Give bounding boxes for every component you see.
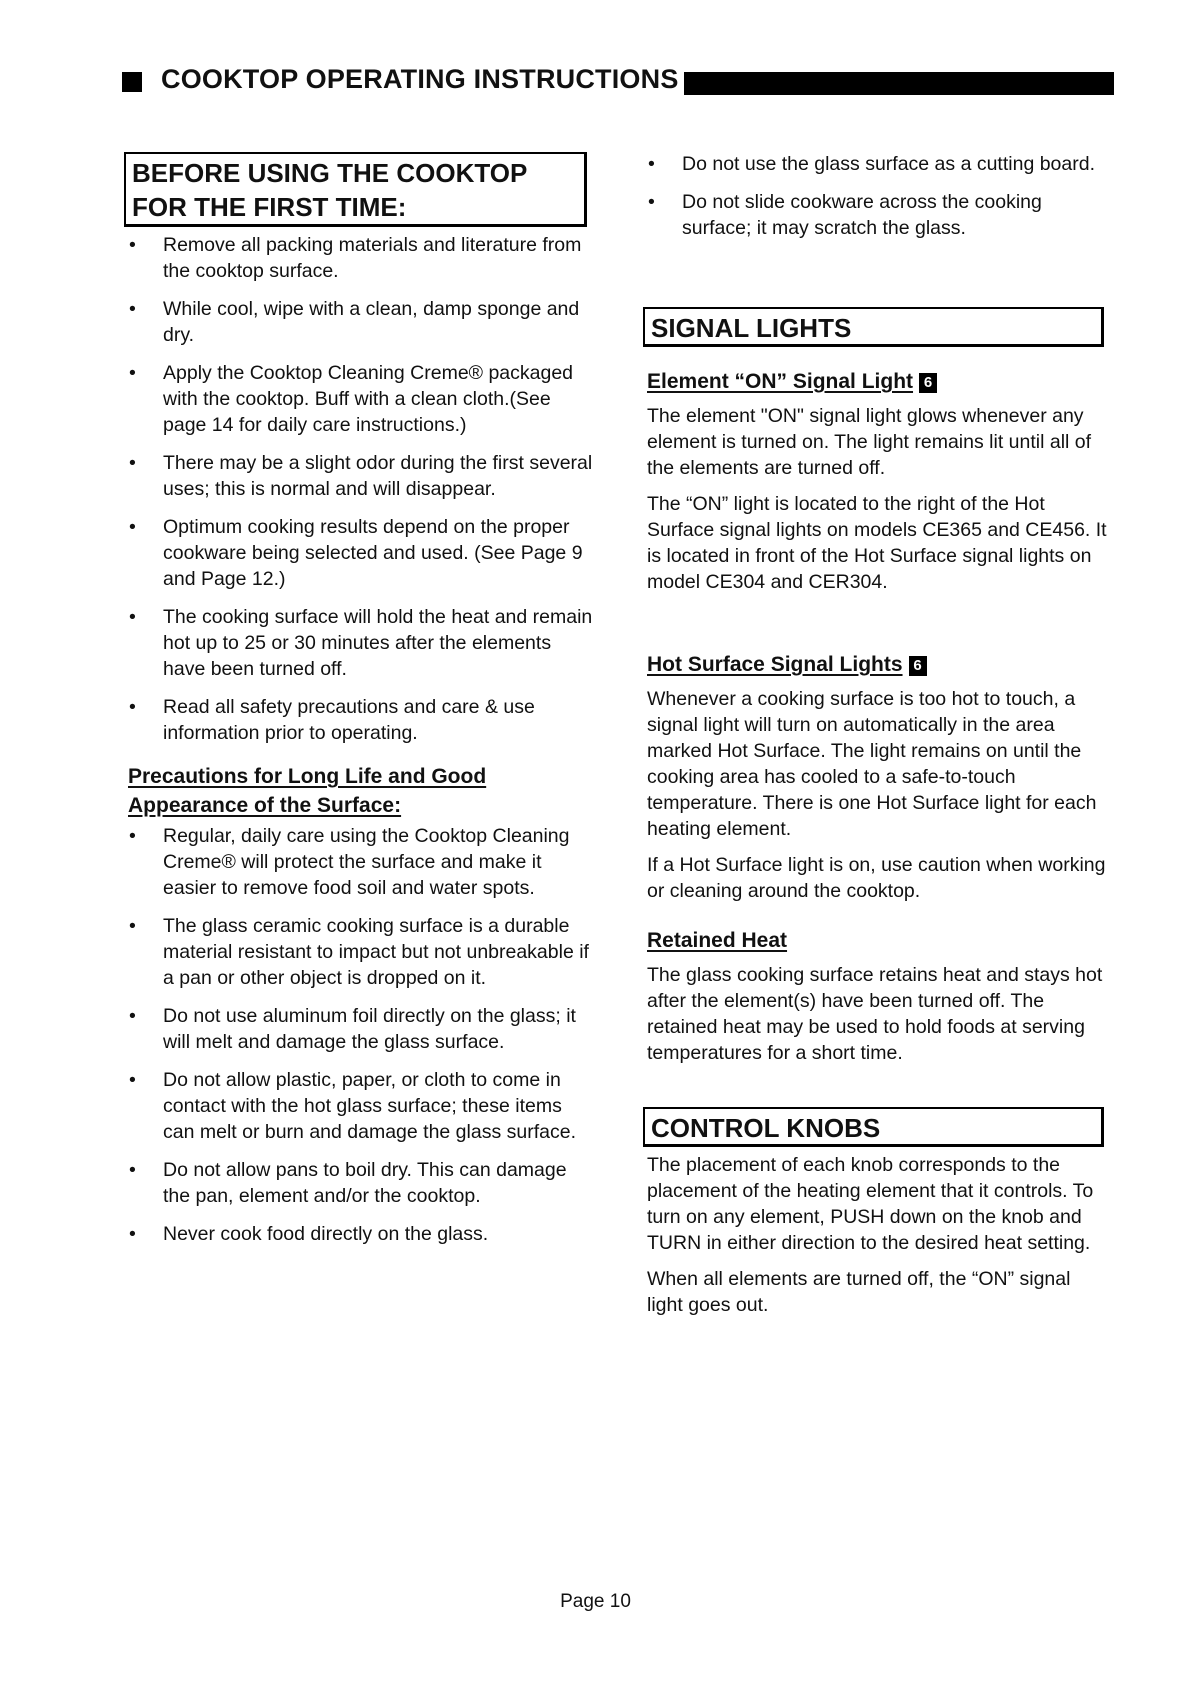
retained-heat-heading: Retained Heat bbox=[647, 929, 788, 952]
precautions-heading bbox=[128, 762, 598, 820]
hot-surface-body bbox=[647, 686, 1107, 914]
list-item: • Do not slide cookware across the cooking surface; it may scratch the glass. bbox=[647, 189, 1107, 241]
list-item: • There may be a slight odor during the first several uses; this is normal and will disappear. bbox=[128, 450, 598, 502]
list-item: • Do not use the glass surface as a cutting board. bbox=[647, 151, 1107, 177]
list-item: • Never cook food directly on the glass. bbox=[128, 1221, 598, 1247]
retained-heat-body bbox=[647, 962, 1107, 1076]
before-using-list bbox=[128, 232, 598, 746]
list-item: • Regular, daily care using the Cooktop Cleaning Creme® will protect the surface and make it easier to remove food soil and water spots. bbox=[128, 823, 598, 901]
before-using-title-line2: FOR THE FIRST TIME: bbox=[132, 192, 407, 222]
paragraph: If a Hot Surface light is on, use caution when working or cleaning around the cooktop. bbox=[647, 854, 1106, 902]
hot-surface-heading: Hot Surface Signal Lights 6 bbox=[647, 650, 927, 679]
paragraph: The placement of each knob corresponds to the placement of the heating element that it controls. To turn on any element, PUSH down on the knob and TURN in either direction to the desired heat setting. bbox=[647, 1154, 1094, 1254]
list-item: • Apply the Cooktop Cleaning Creme® packaged with the cooktop. Buff with a clean cloth.(See page 14 for daily care instructions.) bbox=[128, 360, 598, 438]
list-item: • Do not allow pans to boil dry. This can damage the pan, element and/or the cooktop. bbox=[128, 1157, 598, 1209]
list-item: • The cooking surface will hold the heat and remain hot up to 25 or 30 minutes after the elements have been turned off. bbox=[128, 604, 598, 682]
list-item: • While cool, wipe with a clean, damp sponge and dry. bbox=[128, 296, 598, 348]
header-rule-bar bbox=[684, 72, 1114, 95]
paragraph: The glass cooking surface retains heat and stays hot after the element(s) have been turned off. The retained heat may be used to hold foods at serving temperatures for a short time. bbox=[647, 964, 1103, 1064]
control-knobs-heading-box bbox=[643, 1107, 1104, 1147]
element-on-heading: Element “ON” Signal Light 6 bbox=[647, 367, 937, 396]
paragraph: The “ON” light is located to the right of the Hot Surface signal lights on models CE365 and CE456. It is located in front of the Hot Surface signal lights on model CE304 and CER304. bbox=[647, 493, 1107, 593]
list-item: • Read all safety precautions and care & use information prior to operating. bbox=[128, 694, 598, 746]
list-item: • Do not use aluminum foil directly on the glass; it will melt and damage the glass surface. bbox=[128, 1003, 598, 1055]
element-on-body bbox=[647, 403, 1107, 605]
paragraph: Whenever a cooking surface is too hot to touch, a signal light will turn on automatically in the area marked Hot Surface. The light remains on until the cooking area has cooled to a safe-to-touch temperature. There is one Hot Surface light for each heating element. bbox=[647, 688, 1097, 840]
list-item: • Do not allow plastic, paper, or cloth to come in contact with the hot glass surface; these items can melt or burn and damage the glass surface. bbox=[128, 1067, 598, 1145]
before-using-title-line1: BEFORE USING THE COOKTOP bbox=[132, 158, 528, 188]
callout-badge-icon: 6 bbox=[909, 656, 927, 676]
page-number: Page 10 bbox=[560, 1591, 631, 1612]
control-knobs-body bbox=[647, 1152, 1107, 1328]
control-knobs-title: CONTROL KNOBS bbox=[651, 1113, 881, 1143]
precautions-title-line2: Appearance of the Surface: bbox=[128, 794, 402, 817]
precautions-list bbox=[128, 823, 598, 1247]
page-title: COOKTOP OPERATING INSTRUCTIONS bbox=[161, 64, 679, 94]
paragraph: When all elements are turned off, the “ON” signal light goes out. bbox=[647, 1268, 1071, 1316]
callout-badge-icon: 6 bbox=[919, 373, 937, 393]
list-item: • Optimum cooking results depend on the proper cookware being selected and used. (See Page 9 and Page 12.) bbox=[128, 514, 598, 592]
header-square-mark bbox=[122, 72, 142, 92]
before-using-heading-box bbox=[124, 152, 587, 227]
signal-lights-heading-box bbox=[643, 307, 1104, 347]
list-item: • The glass ceramic cooking surface is a durable material resistant to impact but not unbreakable if a pan or other object is dropped on it. bbox=[128, 913, 598, 991]
paragraph: The element "ON" signal light glows whenever any element is turned on. The light remains lit until all of the elements are turned off. bbox=[647, 405, 1092, 479]
precautions-continued bbox=[647, 151, 1107, 253]
precautions-title-line1: Precautions for Long Life and Good bbox=[128, 765, 487, 788]
signal-lights-title: SIGNAL LIGHTS bbox=[651, 313, 852, 343]
list-item: • Remove all packing materials and literature from the cooktop surface. bbox=[128, 232, 598, 284]
left-column bbox=[128, 232, 598, 1259]
